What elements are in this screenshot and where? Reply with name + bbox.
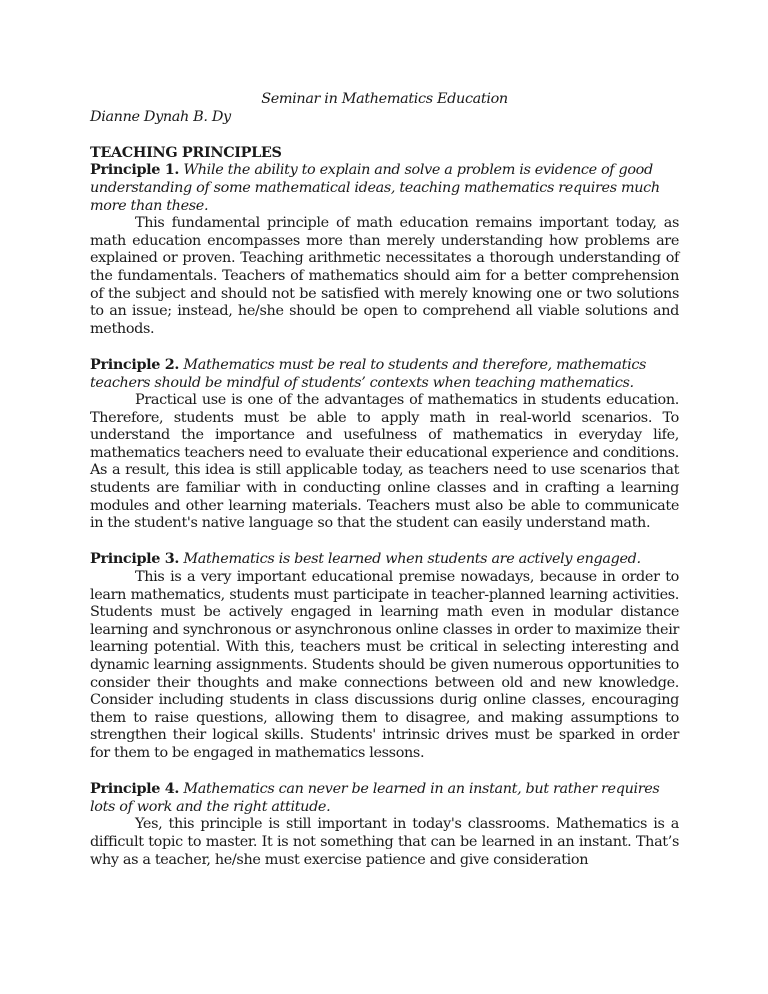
principle-1 [90,161,679,338]
principle-text: While the ability to explain and solve a problem is evidence of good understanding of some mathematical ideas, teaching mathematics requires much more than these. [90,162,660,214]
section-heading: TEACHING PRINCIPLES [90,143,282,161]
principle-statement [90,780,679,816]
principle-statement [90,161,679,215]
author-name: Dianne Dynah B. Dy [90,108,231,125]
principle-statement [90,356,679,392]
principle-body: Practical use is one of the advantages of mathematics in students education. Therefore, students must be able to apply math in real-world scenarios. To understand the importance and usefulness of mathematics in everyday life, mathematics teachers need to evaluate their educational experience and conditions. As a result, this idea is still applicable today, as teachers need to use scenarios that students are familiar with in conducting online classes and in crafting a learning modules and other learning materials. Teachers must also be able to communicate in the student's native language so that the student can easily understand math. [90,392,679,532]
principle-body: Yes, this principle is still important in today's classrooms. Mathematics is a difficult topic to master. It is not something that can be learned in an instant. That’s why as a teacher, he/she must exercise patience and give consideration [90,816,679,868]
principle-body: This is a very important educational premise nowadays, because in order to learn mathematics, students must participate in teacher-planned learning activities. Students must be actively engaged in learning math even in modular distance learning and synchronous or asynchronous online classes in order to maximize their learning potential. With this, teachers must be critical in selecting interesting and dynamic learning assignments. Students should be given numerous opportunities to consider their thoughts and make connections between old and new knowledge. Consider including students in class discussions durig online classes, encouraging them to raise questions, allowing them to disagree, and making assumptions to strengthen their logical skills. Students' intrinsic drives must be sparked in order for them to be engaged in mathematics lessons. [90,569,679,761]
principle-label: Principle 4. [90,780,180,798]
principle-statement [90,550,679,569]
principle-label: Principle 2. [90,355,180,373]
principle-3 [90,550,679,762]
principle-2 [90,356,679,533]
principle-text: Mathematics must be real to students and therefore, mathematics teachers should be mindful of students’ contexts when teaching mathematics. [90,356,647,391]
principle-text: Mathematics can never be learned in an instant, but rather requires lots of work and the right attitude. [90,781,660,815]
course-title: Seminar in Mathematics Education [261,91,508,107]
principle-label: Principle 1. [90,161,180,179]
principle-4 [90,780,679,869]
principle-text: Mathematics is best learned when students are actively engaged. [183,551,641,568]
spacer [90,126,679,144]
document-page [90,91,679,887]
principle-body: This fundamental principle of math education remains important today, as math education encompasses more than merely understanding how problems are explained or proven. Teaching arithmetic necessitates a thorough understanding of the fundamentals. Teachers of mathematics should aim for a better comprehension of the subject and should not be satisfied with merely knowing one or two solutions to an issue; instead, he/she should be open to comprehend all viable solutions and methods. [90,215,679,337]
principle-label: Principle 3. [90,550,180,568]
